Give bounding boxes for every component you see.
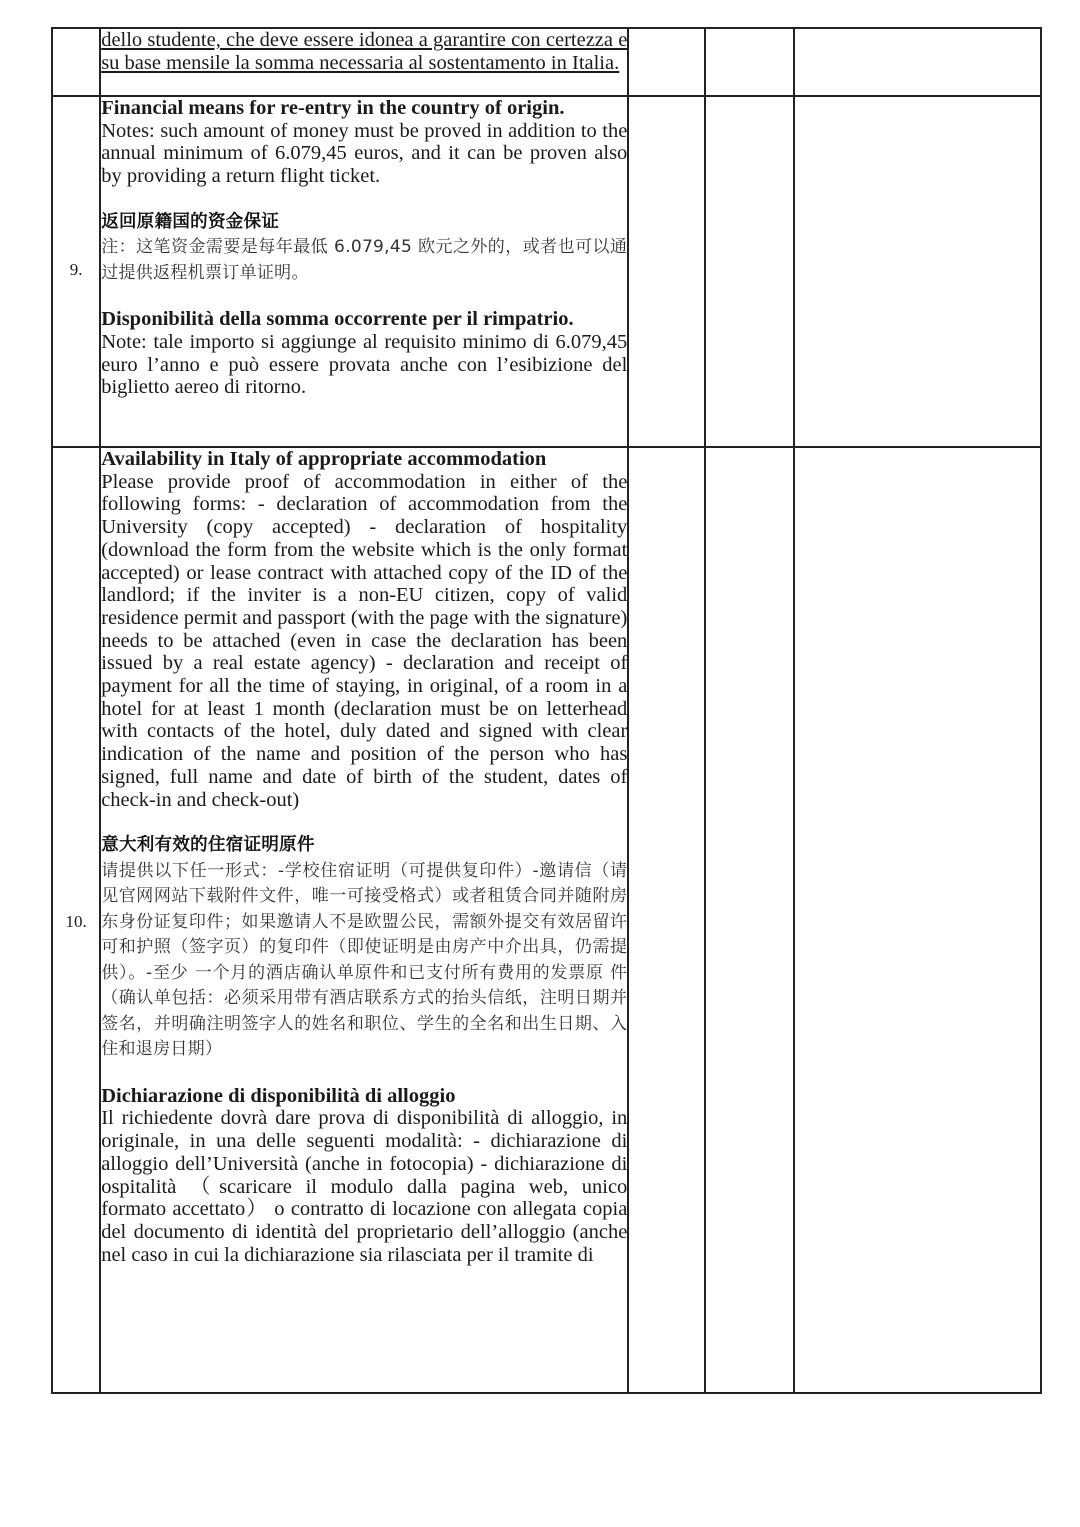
en-title: Financial means for re-entry in the country of origin.	[101, 97, 565, 119]
description-cell	[100, 447, 628, 1393]
row-number-cell	[52, 96, 100, 447]
row-number-cell	[52, 28, 100, 96]
check-cell	[628, 28, 704, 96]
check-cell	[628, 96, 704, 447]
table-row	[52, 96, 1041, 447]
it-body: Il richiedente dovrà dare prova di disponibilità di alloggio, in originale, in una delle seguenti modalità: - dichiarazione di alloggio dell’Università (anche in fotocopia) - dichiarazione di ospitalità （scaricare il modulo dalla pagina web, unico formato accettato） o contratto di locazione con allegata copia del documento di identità del proprietario dell’alloggio (anche nel caso in cui la dichiarazione sia rilasciata per il tramite di	[101, 1107, 628, 1266]
description-cell	[100, 96, 628, 447]
check-cell	[705, 28, 794, 96]
check-cell	[628, 447, 704, 1393]
zh-body: 注：这笔资金需要是每年最低 6.079,45 欧元之外的，或者也可以通过提供返程机票订单证明。	[101, 237, 628, 283]
row-number-cell	[52, 447, 100, 1393]
table-row	[52, 447, 1041, 1393]
it-title: Disponibilità della somma occorrente per il rimpatrio.	[101, 308, 574, 331]
continuation-text: dello studente, che deve essere idonea a garantire con certezza e su base mensile la somma necessaria al sostentamento in Italia.	[101, 29, 628, 74]
table-row	[52, 28, 1041, 96]
notes-cell	[794, 447, 1041, 1393]
zh-title: 意大利有效的住宿证明原件	[101, 835, 315, 856]
zh-title: 返回原籍国的资金保证	[101, 211, 280, 232]
notes-cell	[794, 28, 1041, 96]
it-title: Dichiarazione di disponibilità di alloggio	[101, 1084, 456, 1107]
it-body: Note: tale importo si aggiunge al requisito minimo di 6.079,45 euro l’anno e può essere provata anche con l’esibizione del biglietto aereo di ritorno.	[101, 331, 628, 399]
notes-cell	[794, 96, 1041, 447]
description-cell	[100, 28, 628, 96]
row-number: 10.	[65, 912, 87, 931]
en-title: Availability in Italy of appropriate accommodation	[101, 448, 547, 470]
zh-body: 请提供以下任一形式：-学校住宿证明（可提供复印件）-邀请信（请见官网网站下载附件文件，唯一可接受格式）或者租赁合同并随附房东身份证复印件；如果邀请人不是欧盟公民，需额外提交有效居留许可和护照（签字页）的复印件（即使证明是由房产中介出具，仍需提供）。-至少 一个月的酒店确认单原件和已支付所有费用的发票原 件（确认单包括：必须采用带有酒店联系方式的抬头信纸，注明日期并签名，并明确注明签字人的姓名和职位、学生的全名和出生日期、入住和退房日期）	[101, 860, 628, 1060]
en-body: Notes: such amount of money must be proved in addition to the annual minimum of 6.079,45 euros, and it can be proven also by providing a return flight ticket.	[101, 119, 628, 188]
requirements-table	[51, 27, 1042, 1394]
check-cell	[705, 96, 794, 447]
en-body: Please provide proof of accommodation in either of the following forms: - declaration of accommodation from the University (copy accepted) - declaration of hospitality (download the form from the website which is the only format accepted) or lease contract with attached copy of the ID of the landlord; if the inviter is a non-EU citizen, copy of valid residence permit and passport (with the page with the signature) needs to be attached (even in case the declaration has been issued by a real estate agency) - declaration and receipt of payment for all the time of staying, in original, of a room in a hotel for at least 1 month (declaration must be on letterhead with contacts of the hotel, duly dated and signed with clear indication of the name and position of the person who has signed, full name and date of birth of the student, dates of check-in and check-out)	[101, 470, 628, 811]
row-number: 9.	[69, 260, 83, 279]
check-cell	[705, 447, 794, 1393]
